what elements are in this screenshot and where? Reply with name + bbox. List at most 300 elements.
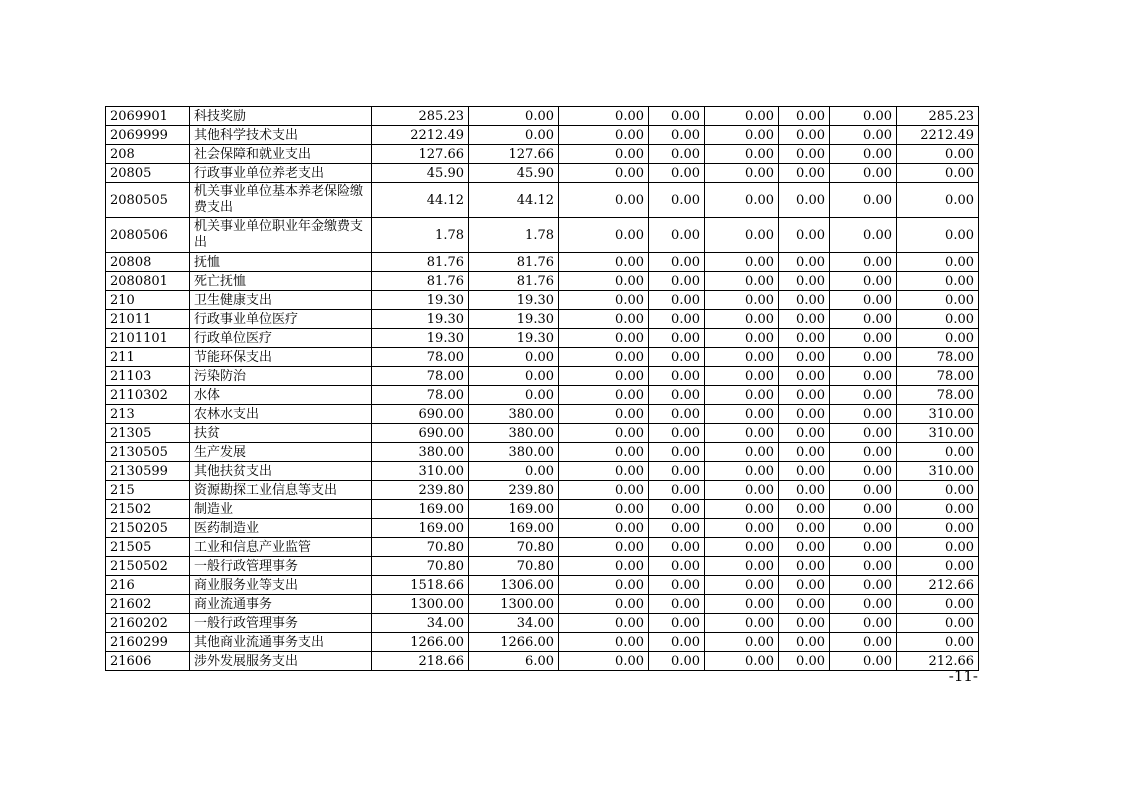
cell-name: 行政单位医疗 [190, 329, 372, 348]
cell-col-6: 0.00 [779, 107, 830, 126]
cell-code: 2160299 [106, 633, 190, 652]
cell-col-6: 0.00 [779, 183, 830, 218]
cell-col-7: 0.00 [830, 405, 897, 424]
cell-col-8: 0.00 [897, 145, 979, 164]
cell-col-2: 81.76 [469, 272, 559, 291]
cell-col-2: 19.30 [469, 329, 559, 348]
cell-col-5: 0.00 [705, 443, 779, 462]
cell-code: 215 [106, 481, 190, 500]
table-row [106, 386, 979, 405]
cell-col-3: 0.00 [559, 291, 649, 310]
cell-col-3: 0.00 [559, 500, 649, 519]
cell-col-7: 0.00 [830, 253, 897, 272]
cell-name: 医药制造业 [190, 519, 372, 538]
cell-code: 2130505 [106, 443, 190, 462]
cell-col-7: 0.00 [830, 538, 897, 557]
cell-name: 行政事业单位医疗 [190, 310, 372, 329]
cell-col-3: 0.00 [559, 633, 649, 652]
table-row [106, 443, 979, 462]
cell-col-3: 0.00 [559, 576, 649, 595]
cell-col-2: 1.78 [469, 218, 559, 253]
table-row [106, 272, 979, 291]
cell-name: 商业流通事务 [190, 595, 372, 614]
cell-col-2: 19.30 [469, 291, 559, 310]
cell-code: 20805 [106, 164, 190, 183]
cell-col-2: 0.00 [469, 348, 559, 367]
cell-col-7: 0.00 [830, 126, 897, 145]
cell-col-7: 0.00 [830, 424, 897, 443]
cell-col-3: 0.00 [559, 519, 649, 538]
table-row [106, 500, 979, 519]
cell-col-2: 1300.00 [469, 595, 559, 614]
cell-col-3: 0.00 [559, 462, 649, 481]
cell-col-8: 0.00 [897, 183, 979, 218]
cell-code: 210 [106, 291, 190, 310]
cell-col-3: 0.00 [559, 126, 649, 145]
cell-col-8: 78.00 [897, 386, 979, 405]
cell-col-7: 0.00 [830, 348, 897, 367]
cell-col-8: 2212.49 [897, 126, 979, 145]
table-row [106, 183, 979, 218]
cell-col-6: 0.00 [779, 253, 830, 272]
cell-col-7: 0.00 [830, 576, 897, 595]
cell-name: 农林水支出 [190, 405, 372, 424]
cell-col-1: 34.00 [372, 614, 469, 633]
cell-name: 污染防治 [190, 367, 372, 386]
table-row [106, 405, 979, 424]
cell-col-1: 19.30 [372, 329, 469, 348]
cell-col-1: 2212.49 [372, 126, 469, 145]
cell-col-5: 0.00 [705, 164, 779, 183]
table-row [106, 348, 979, 367]
cell-name: 其他扶贫支出 [190, 462, 372, 481]
cell-code: 2069999 [106, 126, 190, 145]
cell-col-7: 0.00 [830, 164, 897, 183]
table-row [106, 145, 979, 164]
cell-col-1: 78.00 [372, 386, 469, 405]
table-body [106, 107, 979, 671]
cell-col-2: 0.00 [469, 107, 559, 126]
cell-col-8: 310.00 [897, 405, 979, 424]
cell-col-7: 0.00 [830, 481, 897, 500]
cell-col-8: 310.00 [897, 424, 979, 443]
cell-col-5: 0.00 [705, 145, 779, 164]
cell-col-5: 0.00 [705, 633, 779, 652]
cell-col-3: 0.00 [559, 595, 649, 614]
cell-col-1: 81.76 [372, 253, 469, 272]
cell-col-8: 78.00 [897, 367, 979, 386]
cell-col-5: 0.00 [705, 462, 779, 481]
cell-col-3: 0.00 [559, 272, 649, 291]
cell-col-4: 0.00 [649, 557, 705, 576]
table-row [106, 633, 979, 652]
cell-col-2: 0.00 [469, 126, 559, 145]
cell-col-4: 0.00 [649, 595, 705, 614]
table-row [106, 576, 979, 595]
cell-col-6: 0.00 [779, 652, 830, 671]
cell-code: 2130599 [106, 462, 190, 481]
table-row [106, 519, 979, 538]
cell-name: 行政事业单位养老支出 [190, 164, 372, 183]
cell-col-7: 0.00 [830, 500, 897, 519]
table-row [106, 614, 979, 633]
cell-col-8: 0.00 [897, 500, 979, 519]
cell-col-3: 0.00 [559, 310, 649, 329]
cell-col-6: 0.00 [779, 367, 830, 386]
cell-name: 制造业 [190, 500, 372, 519]
cell-code: 213 [106, 405, 190, 424]
cell-col-6: 0.00 [779, 519, 830, 538]
cell-col-6: 0.00 [779, 164, 830, 183]
cell-col-1: 218.66 [372, 652, 469, 671]
cell-col-7: 0.00 [830, 367, 897, 386]
cell-col-8: 0.00 [897, 633, 979, 652]
cell-col-6: 0.00 [779, 272, 830, 291]
cell-code: 21606 [106, 652, 190, 671]
cell-col-8: 0.00 [897, 481, 979, 500]
cell-col-4: 0.00 [649, 183, 705, 218]
cell-col-6: 0.00 [779, 538, 830, 557]
cell-col-7: 0.00 [830, 183, 897, 218]
cell-col-5: 0.00 [705, 253, 779, 272]
cell-col-4: 0.00 [649, 538, 705, 557]
cell-name: 其他商业流通事务支出 [190, 633, 372, 652]
cell-col-3: 0.00 [559, 424, 649, 443]
cell-code: 2150205 [106, 519, 190, 538]
cell-col-8: 0.00 [897, 253, 979, 272]
cell-col-7: 0.00 [830, 595, 897, 614]
cell-col-5: 0.00 [705, 348, 779, 367]
cell-col-4: 0.00 [649, 145, 705, 164]
cell-col-7: 0.00 [830, 329, 897, 348]
cell-col-4: 0.00 [649, 386, 705, 405]
cell-col-8: 0.00 [897, 443, 979, 462]
cell-col-2: 44.12 [469, 183, 559, 218]
cell-col-3: 0.00 [559, 538, 649, 557]
cell-col-3: 0.00 [559, 253, 649, 272]
cell-col-1: 1266.00 [372, 633, 469, 652]
cell-col-6: 0.00 [779, 576, 830, 595]
cell-col-8: 0.00 [897, 218, 979, 253]
cell-col-7: 0.00 [830, 218, 897, 253]
cell-col-8: 310.00 [897, 462, 979, 481]
cell-col-4: 0.00 [649, 614, 705, 633]
cell-col-2: 1306.00 [469, 576, 559, 595]
cell-col-7: 0.00 [830, 652, 897, 671]
cell-col-5: 0.00 [705, 538, 779, 557]
cell-col-1: 78.00 [372, 367, 469, 386]
cell-col-3: 0.00 [559, 652, 649, 671]
table-row [106, 424, 979, 443]
cell-col-1: 239.80 [372, 481, 469, 500]
cell-col-5: 0.00 [705, 126, 779, 145]
cell-col-8: 0.00 [897, 310, 979, 329]
cell-col-4: 0.00 [649, 652, 705, 671]
cell-col-7: 0.00 [830, 107, 897, 126]
cell-code: 2101101 [106, 329, 190, 348]
cell-name: 工业和信息产业监管 [190, 538, 372, 557]
cell-code: 21602 [106, 595, 190, 614]
cell-col-3: 0.00 [559, 386, 649, 405]
cell-code: 21502 [106, 500, 190, 519]
cell-col-2: 34.00 [469, 614, 559, 633]
cell-code: 2150502 [106, 557, 190, 576]
cell-col-6: 0.00 [779, 310, 830, 329]
cell-col-2: 380.00 [469, 424, 559, 443]
cell-col-7: 0.00 [830, 519, 897, 538]
cell-col-8: 212.66 [897, 652, 979, 671]
cell-col-2: 1266.00 [469, 633, 559, 652]
cell-col-6: 0.00 [779, 462, 830, 481]
page-number: -11- [948, 667, 978, 685]
cell-col-2: 169.00 [469, 500, 559, 519]
cell-col-6: 0.00 [779, 500, 830, 519]
table-row [106, 367, 979, 386]
cell-col-7: 0.00 [830, 386, 897, 405]
cell-col-8: 0.00 [897, 272, 979, 291]
cell-col-6: 0.00 [779, 291, 830, 310]
cell-col-4: 0.00 [649, 519, 705, 538]
cell-col-7: 0.00 [830, 310, 897, 329]
cell-col-2: 81.76 [469, 253, 559, 272]
cell-col-2: 6.00 [469, 652, 559, 671]
cell-col-8: 0.00 [897, 595, 979, 614]
cell-col-4: 0.00 [649, 500, 705, 519]
cell-code: 2069901 [106, 107, 190, 126]
cell-col-8: 285.23 [897, 107, 979, 126]
cell-col-6: 0.00 [779, 443, 830, 462]
cell-name: 一般行政管理事务 [190, 557, 372, 576]
cell-name: 节能环保支出 [190, 348, 372, 367]
cell-col-4: 0.00 [649, 253, 705, 272]
cell-col-4: 0.00 [649, 367, 705, 386]
cell-col-2: 0.00 [469, 367, 559, 386]
cell-col-4: 0.00 [649, 164, 705, 183]
cell-col-8: 0.00 [897, 538, 979, 557]
cell-col-2: 127.66 [469, 145, 559, 164]
cell-name: 机关事业单位职业年金缴费支出 [190, 218, 372, 253]
cell-col-3: 0.00 [559, 405, 649, 424]
cell-col-7: 0.00 [830, 633, 897, 652]
table-row [106, 557, 979, 576]
cell-col-6: 0.00 [779, 218, 830, 253]
cell-col-5: 0.00 [705, 107, 779, 126]
cell-col-5: 0.00 [705, 424, 779, 443]
cell-name: 扶贫 [190, 424, 372, 443]
cell-col-1: 690.00 [372, 424, 469, 443]
cell-col-1: 285.23 [372, 107, 469, 126]
cell-col-4: 0.00 [649, 576, 705, 595]
cell-code: 2080505 [106, 183, 190, 218]
cell-col-7: 0.00 [830, 443, 897, 462]
cell-col-5: 0.00 [705, 291, 779, 310]
cell-code: 21103 [106, 367, 190, 386]
cell-col-1: 1300.00 [372, 595, 469, 614]
cell-col-1: 78.00 [372, 348, 469, 367]
cell-col-1: 19.30 [372, 310, 469, 329]
cell-col-3: 0.00 [559, 557, 649, 576]
cell-col-5: 0.00 [705, 595, 779, 614]
cell-name: 一般行政管理事务 [190, 614, 372, 633]
cell-col-1: 70.80 [372, 538, 469, 557]
cell-col-4: 0.00 [649, 424, 705, 443]
cell-col-4: 0.00 [649, 443, 705, 462]
cell-col-5: 0.00 [705, 386, 779, 405]
cell-col-2: 239.80 [469, 481, 559, 500]
cell-col-1: 169.00 [372, 519, 469, 538]
cell-col-4: 0.00 [649, 462, 705, 481]
cell-col-2: 380.00 [469, 443, 559, 462]
cell-col-6: 0.00 [779, 424, 830, 443]
table-row [106, 652, 979, 671]
cell-col-5: 0.00 [705, 218, 779, 253]
cell-col-8: 0.00 [897, 329, 979, 348]
cell-col-5: 0.00 [705, 405, 779, 424]
cell-name: 机关事业单位基本养老保险缴费支出 [190, 183, 372, 218]
cell-col-3: 0.00 [559, 614, 649, 633]
cell-col-3: 0.00 [559, 348, 649, 367]
cell-code: 21011 [106, 310, 190, 329]
table-row [106, 164, 979, 183]
table-row [106, 218, 979, 253]
cell-col-8: 0.00 [897, 519, 979, 538]
table-row [106, 329, 979, 348]
cell-col-4: 0.00 [649, 329, 705, 348]
cell-col-4: 0.00 [649, 218, 705, 253]
cell-col-6: 0.00 [779, 481, 830, 500]
budget-table [105, 106, 979, 671]
cell-col-6: 0.00 [779, 595, 830, 614]
cell-code: 211 [106, 348, 190, 367]
cell-col-6: 0.00 [779, 633, 830, 652]
cell-code: 216 [106, 576, 190, 595]
cell-col-7: 0.00 [830, 272, 897, 291]
cell-col-8: 212.66 [897, 576, 979, 595]
cell-col-2: 0.00 [469, 462, 559, 481]
cell-col-5: 0.00 [705, 614, 779, 633]
cell-col-8: 0.00 [897, 291, 979, 310]
cell-col-4: 0.00 [649, 633, 705, 652]
cell-code: 20808 [106, 253, 190, 272]
cell-col-6: 0.00 [779, 348, 830, 367]
cell-col-2: 0.00 [469, 386, 559, 405]
cell-col-4: 0.00 [649, 272, 705, 291]
cell-col-4: 0.00 [649, 107, 705, 126]
cell-code: 2160202 [106, 614, 190, 633]
cell-name: 死亡抚恤 [190, 272, 372, 291]
cell-name: 商业服务业等支出 [190, 576, 372, 595]
cell-col-3: 0.00 [559, 367, 649, 386]
cell-col-6: 0.00 [779, 386, 830, 405]
cell-col-3: 0.00 [559, 164, 649, 183]
table-row [106, 462, 979, 481]
cell-col-5: 0.00 [705, 557, 779, 576]
cell-col-2: 70.80 [469, 557, 559, 576]
table-row [106, 291, 979, 310]
table-row [106, 310, 979, 329]
cell-name: 科技奖励 [190, 107, 372, 126]
cell-col-5: 0.00 [705, 576, 779, 595]
cell-col-3: 0.00 [559, 183, 649, 218]
cell-col-8: 0.00 [897, 164, 979, 183]
cell-code: 21305 [106, 424, 190, 443]
cell-col-5: 0.00 [705, 272, 779, 291]
cell-col-1: 690.00 [372, 405, 469, 424]
cell-col-6: 0.00 [779, 614, 830, 633]
cell-col-7: 0.00 [830, 462, 897, 481]
cell-col-8: 0.00 [897, 557, 979, 576]
cell-col-2: 169.00 [469, 519, 559, 538]
table-row [106, 126, 979, 145]
cell-col-7: 0.00 [830, 614, 897, 633]
cell-col-5: 0.00 [705, 367, 779, 386]
cell-name: 资源勘探工业信息等支出 [190, 481, 372, 500]
table-row [106, 595, 979, 614]
cell-col-1: 1518.66 [372, 576, 469, 595]
table-row [106, 107, 979, 126]
cell-col-7: 0.00 [830, 557, 897, 576]
cell-col-1: 310.00 [372, 462, 469, 481]
cell-name: 其他科学技术支出 [190, 126, 372, 145]
cell-col-6: 0.00 [779, 557, 830, 576]
cell-name: 生产发展 [190, 443, 372, 462]
cell-col-4: 0.00 [649, 348, 705, 367]
cell-col-3: 0.00 [559, 329, 649, 348]
cell-col-1: 1.78 [372, 218, 469, 253]
cell-code: 2110302 [106, 386, 190, 405]
cell-col-5: 0.00 [705, 329, 779, 348]
cell-col-1: 45.90 [372, 164, 469, 183]
cell-col-1: 81.76 [372, 272, 469, 291]
cell-col-6: 0.00 [779, 329, 830, 348]
cell-col-2: 380.00 [469, 405, 559, 424]
cell-col-5: 0.00 [705, 652, 779, 671]
cell-name: 抚恤 [190, 253, 372, 272]
table-row [106, 481, 979, 500]
cell-col-5: 0.00 [705, 500, 779, 519]
cell-col-1: 127.66 [372, 145, 469, 164]
cell-col-7: 0.00 [830, 291, 897, 310]
cell-name: 社会保障和就业支出 [190, 145, 372, 164]
table-row [106, 538, 979, 557]
cell-col-4: 0.00 [649, 481, 705, 500]
cell-col-6: 0.00 [779, 126, 830, 145]
cell-col-2: 19.30 [469, 310, 559, 329]
cell-col-3: 0.00 [559, 145, 649, 164]
cell-code: 208 [106, 145, 190, 164]
cell-code: 21505 [106, 538, 190, 557]
cell-col-1: 70.80 [372, 557, 469, 576]
cell-col-1: 44.12 [372, 183, 469, 218]
cell-col-4: 0.00 [649, 126, 705, 145]
cell-col-4: 0.00 [649, 291, 705, 310]
cell-name: 涉外发展服务支出 [190, 652, 372, 671]
cell-col-3: 0.00 [559, 481, 649, 500]
cell-col-2: 45.90 [469, 164, 559, 183]
cell-col-1: 19.30 [372, 291, 469, 310]
cell-col-3: 0.00 [559, 443, 649, 462]
table-row [106, 253, 979, 272]
cell-col-1: 380.00 [372, 443, 469, 462]
cell-name: 卫生健康支出 [190, 291, 372, 310]
cell-code: 2080801 [106, 272, 190, 291]
cell-col-5: 0.00 [705, 183, 779, 218]
cell-col-4: 0.00 [649, 310, 705, 329]
cell-name: 水体 [190, 386, 372, 405]
cell-col-2: 70.80 [469, 538, 559, 557]
cell-col-5: 0.00 [705, 519, 779, 538]
cell-col-6: 0.00 [779, 145, 830, 164]
